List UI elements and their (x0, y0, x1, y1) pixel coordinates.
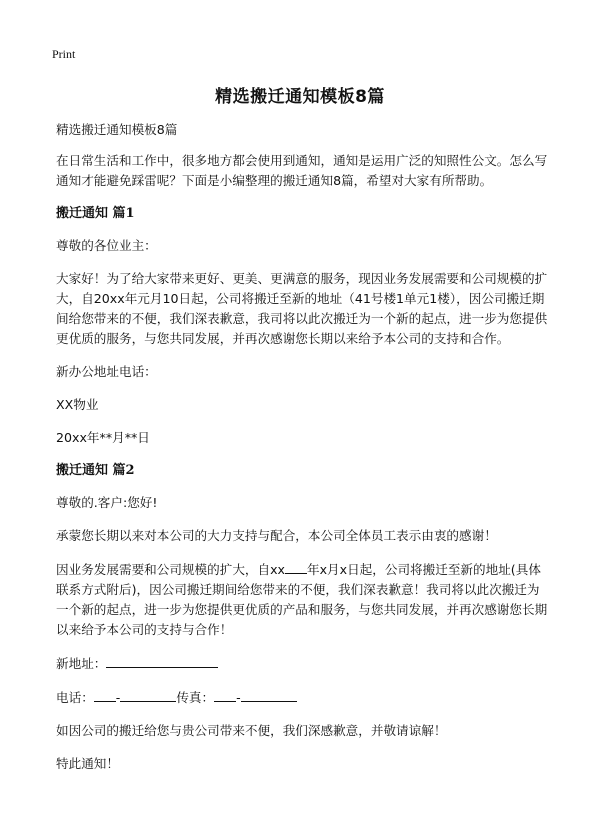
fax-number-blank (241, 687, 297, 702)
fax-label: 传真： (176, 690, 215, 705)
document-body (56, 120, 550, 787)
print-link[interactable]: Print (52, 47, 76, 61)
document-subtitle: 精选搬迁通知模板8篇 (56, 122, 178, 137)
section-2-apology: 如因公司的搬迁给您与贵公司带来不便，我们深感歉意，并敬请谅解！ (56, 723, 447, 738)
tel-dash: - (115, 690, 121, 705)
tel-label: 电话： (56, 690, 94, 705)
section-1-signature: XX物业 (56, 397, 99, 412)
address-line (56, 653, 550, 674)
fax-dash: - (236, 690, 241, 705)
section-2-body-rest: 年x月x日起，公司将搬迁至新的地址(具体联系方式附后)，因公司搬迁期间给您带来的不便，我们深表歉意！我司将以此次搬迁为一个新的起点，进一步为您提供更优质的产品和服务，与您共同发展，并再次感谢您长期以来给予本公司的支持与合作！ (56, 562, 548, 637)
section-1-body: 大家好！为了给大家带来更好、更美、更满意的服务，现因业务发展需要和公司规模的扩大，自20xx年元月10日起，公司将搬迁至新的地址（41号楼1单元1楼），因公司搬迁期间给您带来的不便，我们深表歉意，我司将以此次搬迁为一个新的起点，进一步为您提供更优质的服务，与您共同发展，并再次感谢您长期以来给予本公司的支持和合作。 (56, 271, 548, 346)
address-blank (106, 653, 218, 668)
section-1-phone-label: 新办公地址电话： (56, 364, 157, 379)
section-2-thanks: 承蒙您长期以来对本公司的大力支持与配合，本公司全体员工表示由衷的感谢！ (56, 528, 497, 543)
section-1-greeting: 尊敬的各位业主： (56, 238, 157, 253)
intro-paragraph: 在日常生活和工作中，很多地方都会使用到通知，通知是运用广泛的知照性公文。怎么写通知才能避免踩雷呢？下面是小编整理的搬迁通知8篇，希望对大家有所帮助。 (56, 153, 548, 188)
fax-area-blank (214, 687, 236, 702)
section-2-body (56, 559, 550, 640)
section-2-heading: 搬迁通知 篇2 (56, 463, 135, 478)
tel-area-blank (94, 687, 116, 702)
section-2-body-pre: 因业务发展需要和公司规模的扩大，自xx (56, 562, 285, 577)
section-1-heading: 搬迁通知 篇1 (56, 206, 135, 221)
contact-line (56, 687, 550, 708)
section-2-greeting: 尊敬的.客户:您好! (56, 495, 158, 510)
section-1-date: 20xx年**月**日 (56, 430, 150, 445)
tel-number-blank (120, 687, 176, 702)
address-label: 新地址： (56, 656, 107, 671)
year-blank (285, 559, 307, 574)
document-title: 精选搬迁通知模板8篇 (215, 87, 385, 107)
section-2-closing: 特此通知！ (56, 756, 119, 771)
